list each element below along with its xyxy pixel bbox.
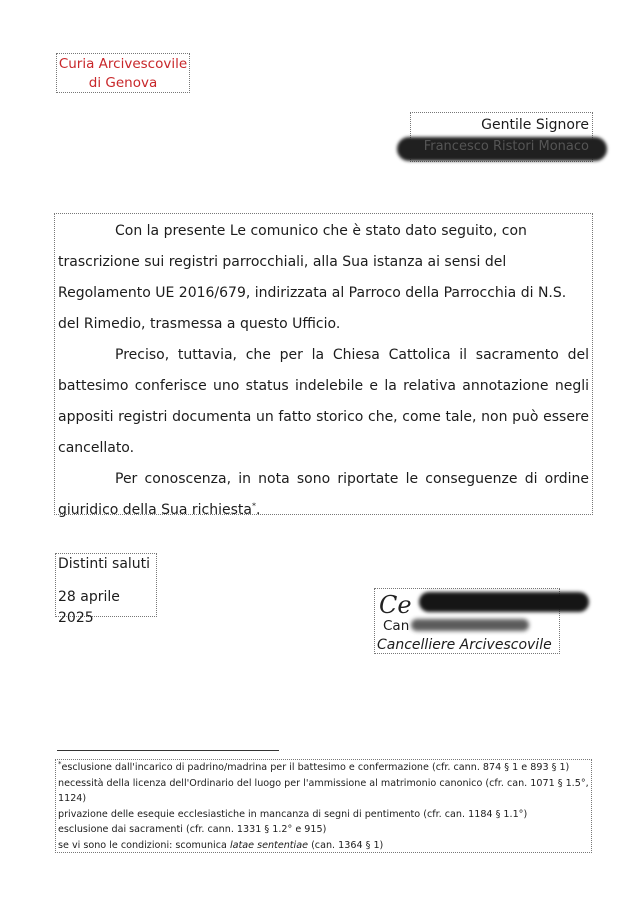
- footnote-3: privazione delle esequie ecclesiastiche in mancanza di segni di pentimento (cfr. can. 1184 § 1.1°): [58, 808, 528, 820]
- footnote-1: *esclusione dall'incarico di padrino/madrina per il battesimo e confermazione (cfr. cann. 874 § 1 e 893 § 1): [58, 759, 570, 773]
- paragraph-2: Preciso, tuttavia, che per la Chiesa Cattolica il sacramento del battesimo conferisce uno status indelebile e la relativa annotazione negli appositi registri documenta un fatto storico che, come tale, non può essere cancellato.: [58, 347, 589, 456]
- letter-date: 28 aprile 2025: [58, 589, 120, 626]
- recipient-block: [410, 112, 593, 162]
- name-redaction: [411, 619, 529, 631]
- paragraph-1: Con la presente Le comunico che è stato dato seguito, con trascrizione sui registri parrocchiali, alla Sua istanza ai sensi del Regolamento UE 2016/679, indirizzata al Parroco della Parrocchia di N.S. del Rimedio, trasmessa a questo Ufficio.: [58, 223, 567, 332]
- paragraph-3-end: .: [255, 502, 261, 518]
- signatory-name-partial: Can: [383, 618, 410, 634]
- signatory-role: Cancelliere Arcivescovile: [377, 637, 552, 653]
- sender-line-2: di Genova: [88, 75, 158, 91]
- footnote-5: se vi sono le condizioni: scomunica latae sententiae (can. 1364 § 1): [58, 839, 384, 851]
- signature-block: [374, 588, 560, 654]
- footnote-reference: *: [251, 501, 256, 511]
- closing-block: [55, 553, 157, 626]
- paragraph-3: [58, 464, 589, 526]
- paragraph-3-text: Per conoscenza, in nota sono riportate le conseguenze di ordine giuridico della Sua richiesta: [58, 471, 589, 518]
- sender-header: [56, 53, 190, 93]
- signature-redaction: [419, 592, 589, 612]
- footnote-marker: *: [58, 759, 62, 768]
- footnote-2: necessità della licenza dell'Ordinario del luogo per l'ammissione al matrimonio canonico (cfr. can. 1071 § 1.5°, 1124): [58, 777, 589, 804]
- footnotes-block: [55, 759, 592, 853]
- handwritten-signature: Ce: [379, 591, 412, 619]
- footnote-4: esclusione dai sacramenti (cfr. cann. 1331 § 1.2° e 915): [58, 824, 327, 835]
- footnote-separator: [57, 750, 279, 751]
- recipient-name-redacted: Francesco Ristori Monaco: [423, 139, 589, 154]
- recipient-salutation: Gentile Signore: [481, 117, 589, 133]
- closing-greeting: Distinti saluti: [58, 556, 151, 572]
- sender-line-1: Curia Arcivescovile: [58, 56, 188, 72]
- letter-body: [54, 213, 593, 518]
